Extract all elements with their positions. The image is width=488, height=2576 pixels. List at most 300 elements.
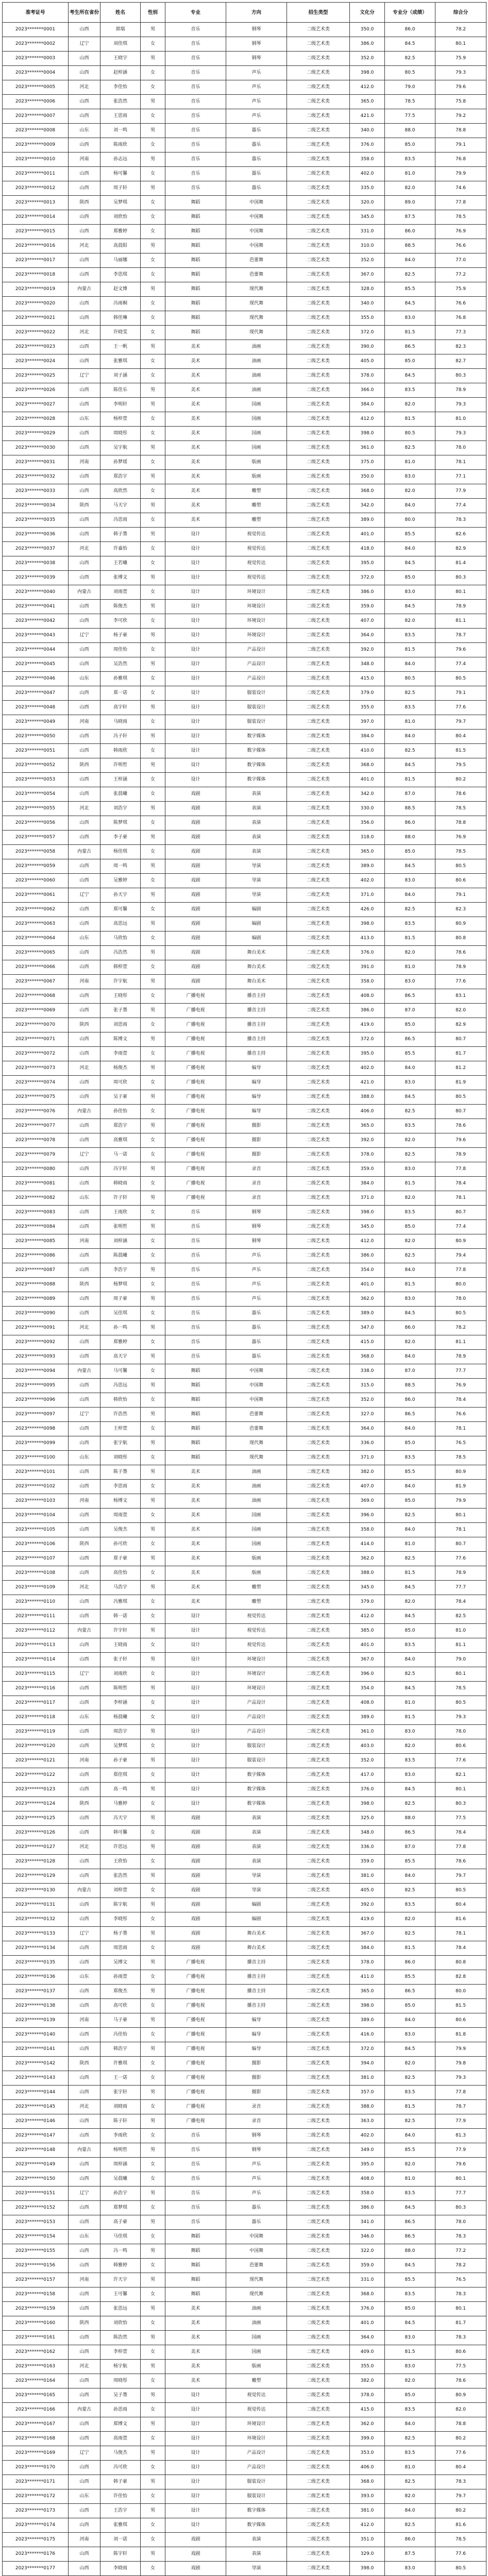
exam-id-cell: 2023*******0036	[3, 528, 69, 542]
table-row	[3, 931, 486, 946]
gender-cell: 女	[141, 1537, 165, 1552]
province-cell: 山东	[69, 672, 100, 686]
major-score-cell: 83.5	[385, 2287, 435, 2302]
gender-cell: 女	[141, 369, 165, 383]
direction-cell: 数字媒体	[226, 1783, 287, 1797]
province-cell: 山西	[69, 1898, 100, 1912]
table-row	[3, 52, 486, 66]
province-cell: 山西	[69, 1119, 100, 1133]
province-cell: 山西	[69, 2071, 100, 2086]
gender-cell: 女	[141, 354, 165, 369]
direction-cell: 表演	[226, 1855, 287, 1869]
exam-id-cell: 2023*******0064	[3, 931, 69, 946]
total-score-cell: 78.8	[435, 816, 486, 831]
admission-type-cell: 二级艺术类	[287, 1638, 350, 1653]
major-cell: 美术	[165, 441, 226, 455]
admission-type-cell: 二级艺术类	[287, 2475, 350, 2489]
name-cell: 杨晨曦	[100, 1710, 141, 1725]
direction-cell: 中国舞	[226, 2244, 287, 2259]
major-cell: 音乐	[165, 167, 226, 181]
admission-type-cell: 二级艺术类	[287, 715, 350, 730]
culture-score-cell: 426.0	[350, 903, 385, 917]
major-cell: 音乐	[165, 124, 226, 138]
admission-type-cell: 二级艺术类	[287, 2172, 350, 2187]
total-score-cell: 77.9	[435, 484, 486, 499]
culture-score-cell: 350.0	[350, 23, 385, 37]
name-cell: 马俊杰	[100, 2446, 141, 2461]
name-cell: 马浩宇	[100, 1581, 141, 1595]
exam-id-cell: 2023*******0005	[3, 80, 69, 95]
exam-id-cell: 2023*******0106	[3, 1537, 69, 1552]
total-score-cell: 78.2	[435, 2259, 486, 2273]
direction-cell: 数字媒体	[226, 1768, 287, 1783]
name-cell: 孙梦瑶	[100, 455, 141, 470]
admission-type-cell: 二级艺术类	[287, 2042, 350, 2057]
table-row	[3, 1234, 486, 1249]
direction-cell: 视觉传达	[226, 1624, 287, 1638]
direction-cell: 雕塑	[226, 484, 287, 499]
culture-score-cell: 328.0	[350, 282, 385, 297]
total-score-cell: 80.5	[435, 1696, 486, 1710]
province-cell: 陕西	[69, 1797, 100, 1811]
name-cell: 王晓雨	[100, 1638, 141, 1653]
total-score-cell: 82.3	[435, 903, 486, 917]
major-cell: 舞蹈	[165, 196, 226, 210]
province-cell: 山西	[69, 2259, 100, 2273]
admission-type-cell: 二级艺术类	[287, 1278, 350, 1292]
admission-type-cell: 二级艺术类	[287, 441, 350, 455]
total-score-cell: 78.7	[435, 2100, 486, 2114]
admission-type-cell: 二级艺术类	[287, 369, 350, 383]
table-row	[3, 2071, 486, 2086]
total-score-cell: 81.9	[435, 1480, 486, 1494]
total-score-cell: 79.1	[435, 138, 486, 152]
name-cell: 刘雨萱	[100, 585, 141, 600]
exam-id-cell: 2023*******0169	[3, 2446, 69, 2461]
admission-type-cell: 二级艺术类	[287, 1609, 350, 1624]
name-cell: 周一鸣	[100, 859, 141, 874]
table-row	[3, 1985, 486, 1999]
culture-score-cell: 401.0	[350, 1638, 385, 1653]
table-row	[3, 744, 486, 758]
name-cell: 张子墨	[100, 1004, 141, 1018]
exam-id-cell: 2023*******0078	[3, 1133, 69, 1148]
major-score-cell: 82.5	[385, 1249, 435, 1263]
admission-type-cell: 二级艺术类	[287, 1379, 350, 1393]
total-score-cell: 82.1	[435, 1768, 486, 1783]
admission-type-cell: 二级艺术类	[287, 1537, 350, 1552]
total-score-cell: 78.4	[435, 1941, 486, 1956]
major-score-cell: 83.0	[385, 1768, 435, 1783]
exam-id-cell: 2023*******0099	[3, 1436, 69, 1451]
exam-id-cell: 2023*******0177	[3, 2562, 69, 2576]
exam-id-cell: 2023*******0156	[3, 2259, 69, 2273]
culture-score-cell: 413.0	[350, 931, 385, 946]
major-score-cell: 84.0	[385, 2417, 435, 2432]
name-cell: 刘梓涵	[100, 1234, 141, 1249]
province-cell: 山西	[69, 2302, 100, 2316]
direction-cell: 器乐	[226, 167, 287, 181]
admission-type-cell: 二级艺术类	[287, 1985, 350, 1999]
gender-cell: 女	[141, 1999, 165, 2013]
name-cell: 高佳怡	[100, 1566, 141, 1581]
major-score-cell: 83.5	[385, 2187, 435, 2201]
direction-cell: 播音主持	[226, 1970, 287, 1985]
exam-id-cell: 2023*******0119	[3, 1725, 69, 1739]
gender-cell: 男	[141, 282, 165, 297]
gender-cell: 女	[141, 2201, 165, 2215]
total-score-cell: 78.6	[435, 1855, 486, 1869]
admission-type-cell: 二级艺术类	[287, 2345, 350, 2360]
gender-cell: 男	[141, 52, 165, 66]
gender-cell: 女	[141, 2533, 165, 2547]
major-score-cell: 82.5	[385, 1667, 435, 1682]
gender-cell: 男	[141, 975, 165, 989]
major-score-cell: 82.0	[385, 2158, 435, 2172]
admission-type-cell: 二级艺术类	[287, 2057, 350, 2071]
culture-score-cell: 359.0	[350, 600, 385, 614]
gender-cell: 女	[141, 1566, 165, 1581]
culture-score-cell: 402.0	[350, 2129, 385, 2143]
total-score-cell: 79.0	[435, 1653, 486, 1667]
culture-score-cell: 354.0	[350, 1682, 385, 1696]
province-cell: 山西	[69, 614, 100, 629]
admission-type-cell: 二级艺术类	[287, 354, 350, 369]
table-row	[3, 1436, 486, 1451]
name-cell: 刘子涵	[100, 369, 141, 383]
name-cell: 陈晨曦	[100, 1249, 141, 1263]
admission-type-cell: 二级艺术类	[287, 2302, 350, 2316]
table-row	[3, 1480, 486, 1494]
table-row	[3, 1509, 486, 1523]
exam-id-cell: 2023*******0032	[3, 470, 69, 484]
culture-score-cell: 391.0	[350, 960, 385, 975]
gender-cell: 女	[141, 326, 165, 340]
table-row	[3, 181, 486, 196]
exam-id-cell: 2023*******0024	[3, 354, 69, 369]
name-cell: 孙思雨	[100, 2403, 141, 2417]
direction-cell: 视觉传达	[226, 1638, 287, 1653]
total-score-cell: 80.0	[435, 1985, 486, 1999]
direction-cell: 播音主持	[226, 1956, 287, 1970]
name-cell: 冯宇轩	[100, 1162, 141, 1177]
table-row	[3, 1840, 486, 1855]
major-score-cell: 88.0	[385, 124, 435, 138]
total-score-cell: 76.6	[435, 297, 486, 311]
gender-cell: 男	[141, 2143, 165, 2158]
direction-cell: 舞台美术	[226, 1941, 287, 1956]
direction-cell: 钢琴	[226, 2143, 287, 2158]
province-cell: 山西	[69, 2215, 100, 2230]
direction-cell: 表演	[226, 816, 287, 831]
major-cell: 广播电视	[165, 2100, 226, 2114]
culture-score-cell: 390.0	[350, 340, 385, 354]
culture-score-cell: 384.0	[350, 1177, 385, 1191]
exam-id-cell: 2023*******0062	[3, 903, 69, 917]
major-cell: 戏剧	[165, 888, 226, 903]
total-score-cell: 82.5	[435, 1609, 486, 1624]
name-cell: 刘晓雨	[100, 2100, 141, 2114]
total-score-cell: 80.9	[435, 2388, 486, 2403]
admission-type-cell: 二级艺术类	[287, 2100, 350, 2114]
exam-id-cell: 2023*******0161	[3, 2331, 69, 2345]
table-row	[3, 643, 486, 657]
major-score-cell: 81.0	[385, 167, 435, 181]
header-row	[3, 3, 486, 23]
exam-id-cell: 2023*******0002	[3, 37, 69, 52]
major-cell: 美术	[165, 499, 226, 513]
total-score-cell: 80.1	[435, 2302, 486, 2316]
table-row	[3, 2446, 486, 2461]
major-score-cell: 82.5	[385, 2518, 435, 2533]
admission-type-cell: 二级艺术类	[287, 888, 350, 903]
exam-id-cell: 2023*******0160	[3, 2316, 69, 2331]
total-score-cell: 79.9	[435, 167, 486, 181]
direction-cell: 产品设计	[226, 1696, 287, 1710]
culture-score-cell: 376.0	[350, 138, 385, 152]
name-cell: 孙浩宇	[100, 2187, 141, 2201]
direction-cell: 视觉传达	[226, 2403, 287, 2417]
culture-score-cell: 368.0	[350, 2287, 385, 2302]
table-row	[3, 2360, 486, 2374]
major-cell: 舞蹈	[165, 1408, 226, 1422]
gender-cell: 女	[141, 2057, 165, 2071]
major-score-cell: 83.0	[385, 975, 435, 989]
table-row	[3, 1408, 486, 1422]
total-score-cell: 79.3	[435, 398, 486, 412]
province-cell: 山西	[69, 1206, 100, 1220]
admission-type-cell: 二级艺术类	[287, 1941, 350, 1956]
total-score-cell: 78.9	[435, 1148, 486, 1162]
admission-type-cell: 二级艺术类	[287, 787, 350, 802]
culture-score-cell: 346.0	[350, 2230, 385, 2244]
gender-cell: 女	[141, 2345, 165, 2360]
direction-cell: 中国舞	[226, 2230, 287, 2244]
major-cell: 设计	[165, 1797, 226, 1811]
major-cell: 舞蹈	[165, 2259, 226, 2273]
province-cell: 河北	[69, 239, 100, 253]
direction-cell: 摄影	[226, 2071, 287, 2086]
major-cell: 戏剧	[165, 1884, 226, 1898]
gender-cell: 女	[141, 1941, 165, 1956]
exam-id-cell: 2023*******0049	[3, 715, 69, 730]
exam-id-cell: 2023*******0008	[3, 124, 69, 138]
major-score-cell: 81.5	[385, 1177, 435, 1191]
major-cell: 戏剧	[165, 1941, 226, 1956]
name-cell: 高天宇	[100, 1350, 141, 1364]
culture-score-cell: 388.0	[350, 1566, 385, 1581]
major-cell: 美术	[165, 2374, 226, 2388]
gender-cell: 女	[141, 931, 165, 946]
province-cell: 山西	[69, 2287, 100, 2302]
admission-type-cell: 二级艺术类	[287, 412, 350, 427]
culture-score-cell: 325.0	[350, 1811, 385, 1826]
name-cell: 周浩宇	[100, 1725, 141, 1739]
name-cell: 周子豪	[100, 1292, 141, 1307]
name-cell: 刘一鸣	[100, 124, 141, 138]
culture-score-cell: 365.0	[350, 1119, 385, 1133]
major-cell: 设计	[165, 1725, 226, 1739]
gender-cell: 男	[141, 499, 165, 513]
table-row	[3, 239, 486, 253]
name-cell: 孙可欣	[100, 1537, 141, 1552]
province-cell: 山西	[69, 470, 100, 484]
culture-score-cell: 371.0	[350, 1451, 385, 1465]
admission-type-cell: 二级艺术类	[287, 1047, 350, 1061]
gender-cell: 男	[141, 23, 165, 37]
name-cell: 张宇航	[100, 1436, 141, 1451]
direction-cell: 环境设计	[226, 1667, 287, 1682]
major-cell: 广播电视	[165, 1985, 226, 1999]
total-score-cell: 75.8	[435, 95, 486, 109]
table-row	[3, 2302, 486, 2316]
column-header-culture-score: 文化分	[350, 3, 385, 23]
exam-id-cell: 2023*******0063	[3, 917, 69, 931]
name-cell: 郑雅婷	[100, 1335, 141, 1350]
name-cell: 王浩宇	[100, 2504, 141, 2518]
direction-cell: 录音	[226, 1162, 287, 1177]
admission-type-cell: 二级艺术类	[287, 80, 350, 95]
major-score-cell: 81.5	[385, 412, 435, 427]
admission-type-cell: 二级艺术类	[287, 1090, 350, 1105]
exam-id-cell: 2023*******0029	[3, 427, 69, 441]
total-score-cell: 77.8	[435, 196, 486, 210]
name-cell: 张晨曦	[100, 787, 141, 802]
major-score-cell: 78.5	[385, 95, 435, 109]
admission-type-cell: 二级艺术类	[287, 672, 350, 686]
major-cell: 音乐	[165, 95, 226, 109]
table-row	[3, 2114, 486, 2129]
exam-id-cell: 2023*******0051	[3, 744, 69, 758]
exam-id-cell: 2023*******0122	[3, 1768, 69, 1783]
culture-score-cell: 340.0	[350, 124, 385, 138]
table-row	[3, 903, 486, 917]
name-cell: 许佳怡	[100, 2489, 141, 2504]
name-cell: 杨梦琪	[100, 1278, 141, 1292]
major-cell: 舞蹈	[165, 210, 226, 225]
admission-type-cell: 二级艺术类	[287, 1292, 350, 1307]
culture-score-cell: 345.0	[350, 210, 385, 225]
major-cell: 舞蹈	[165, 268, 226, 282]
gender-cell: 女	[141, 210, 165, 225]
major-cell: 广播电视	[165, 1177, 226, 1191]
gender-cell: 女	[141, 1105, 165, 1119]
major-cell: 广播电视	[165, 1061, 226, 1076]
major-score-cell: 82.0	[385, 398, 435, 412]
gender-cell: 男	[141, 1004, 165, 1018]
exam-id-cell: 2023*******0159	[3, 2302, 69, 2316]
admission-type-cell: 二级艺术类	[287, 744, 350, 758]
gender-cell: 女	[141, 1667, 165, 1682]
culture-score-cell: 388.0	[350, 2100, 385, 2114]
major-score-cell: 82.0	[385, 1335, 435, 1350]
name-cell: 杨佳琪	[100, 845, 141, 859]
exam-id-cell: 2023*******0166	[3, 2403, 69, 2417]
total-score-cell: 79.1	[435, 686, 486, 701]
province-cell: 河南	[69, 455, 100, 470]
exam-id-cell: 2023*******0037	[3, 542, 69, 556]
major-cell: 音乐	[165, 2129, 226, 2143]
major-cell: 广播电视	[165, 1018, 226, 1032]
major-score-cell: 83.0	[385, 470, 435, 484]
culture-score-cell: 408.0	[350, 989, 385, 1004]
culture-score-cell: 382.0	[350, 1465, 385, 1480]
admission-type-cell: 二级艺术类	[287, 975, 350, 989]
gender-cell: 女	[141, 542, 165, 556]
name-cell: 韩雨欣	[100, 744, 141, 758]
table-row	[3, 124, 486, 138]
name-cell: 冯一鸣	[100, 2244, 141, 2259]
gender-cell: 女	[141, 268, 165, 282]
province-cell: 河北	[69, 1061, 100, 1076]
province-cell: 山东	[69, 1710, 100, 1725]
table-row	[3, 1032, 486, 1047]
direction-cell: 雕塑	[226, 499, 287, 513]
total-score-cell: 77.8	[435, 1162, 486, 1177]
gender-cell: 女	[141, 2100, 165, 2114]
major-score-cell: 84.0	[385, 499, 435, 513]
province-cell: 山西	[69, 1855, 100, 1869]
name-cell: 陈浩然	[100, 2331, 141, 2345]
gender-cell: 女	[141, 2518, 165, 2533]
admission-type-cell: 二级艺术类	[287, 2158, 350, 2172]
major-cell: 美术	[165, 484, 226, 499]
exam-id-cell: 2023*******0045	[3, 657, 69, 672]
exam-id-cell: 2023*******0046	[3, 672, 69, 686]
name-cell: 韩子墨	[100, 528, 141, 542]
direction-cell: 舞台美术	[226, 960, 287, 975]
table-row	[3, 1797, 486, 1811]
province-cell: 山西	[69, 2432, 100, 2446]
table-row	[3, 1148, 486, 1162]
exam-id-cell: 2023*******0031	[3, 455, 69, 470]
total-score-cell: 78.5	[435, 1682, 486, 1696]
gender-cell: 女	[141, 2028, 165, 2042]
gender-cell: 男	[141, 888, 165, 903]
province-cell: 山西	[69, 946, 100, 960]
major-score-cell: 83.5	[385, 383, 435, 398]
direction-cell: 雕塑	[226, 2374, 287, 2388]
name-cell: 郑可馨	[100, 903, 141, 917]
direction-cell: 声乐	[226, 2158, 287, 2172]
direction-cell: 油画	[226, 369, 287, 383]
province-cell: 山西	[69, 109, 100, 124]
major-cell: 设计	[165, 773, 226, 787]
gender-cell: 女	[141, 484, 165, 499]
culture-score-cell: 402.0	[350, 1061, 385, 1076]
major-cell: 美术	[165, 2302, 226, 2316]
exam-id-cell: 2023*******0157	[3, 2273, 69, 2287]
gender-cell: 女	[141, 903, 165, 917]
name-cell: 郑浩宇	[100, 1119, 141, 1133]
gender-cell: 男	[141, 1220, 165, 1234]
name-cell: 周晓彤	[100, 2374, 141, 2388]
exam-id-cell: 2023*******0071	[3, 1032, 69, 1047]
gender-cell: 男	[141, 2388, 165, 2403]
gender-cell: 女	[141, 2461, 165, 2475]
major-cell: 设计	[165, 657, 226, 672]
name-cell: 许宇轩	[100, 1624, 141, 1638]
name-cell: 李晓雨	[100, 2562, 141, 2576]
admission-type-cell: 二级艺术类	[287, 66, 350, 80]
admission-type-cell: 二级艺术类	[287, 1826, 350, 1840]
major-score-cell: 82.5	[385, 1552, 435, 1566]
exam-id-cell: 2023*******0155	[3, 2244, 69, 2259]
table-row	[3, 960, 486, 975]
total-score-cell: 80.3	[435, 1797, 486, 1811]
province-cell: 山西	[69, 1292, 100, 1307]
table-row	[3, 816, 486, 831]
